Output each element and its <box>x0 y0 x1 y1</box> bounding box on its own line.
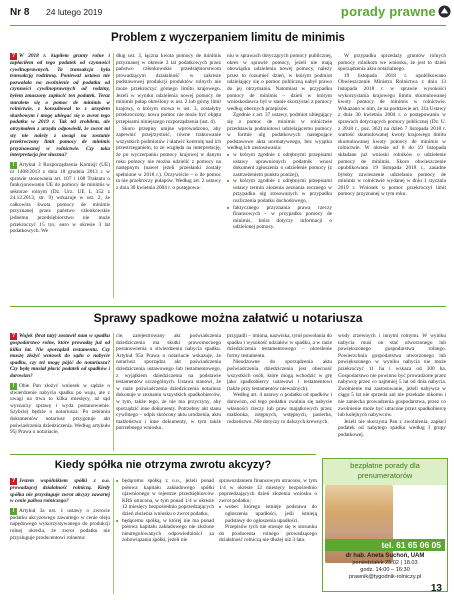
issue-number: Nr 8 <box>10 7 30 18</box>
article2-column-3 <box>227 333 332 451</box>
list-item: ■ będącemu spółką, w której nie ma ponad połowa kapitału zakładowego nie złożone nieuregulowanych odpowiedniości za zobowiązania spółki, jeżeli nie <box>122 518 214 544</box>
page-header <box>0 0 454 26</box>
promo-details <box>323 553 447 581</box>
list-item: ■ w którym zgodnie z odrębnymi przepisami ustawy uprawnionych podatnik wnosi dokument zgłoszenia o udzielenie pomocy (z zastrzeżeniem punktu poniżej), <box>233 152 332 178</box>
article1-answer-start: ! Artykuł 3 Rozporządzenia Komisji (UE) nr 1408/2013 z dnia 18 grudnia 2013 r. w sprawie stosowania art. 107 i 108 Traktatu o funkcjonowaniu UE do pomocy de minimis w sektorze rolnym (Dz. Urz. UE L 352 z 24.12.2013, str. 9) wskazuje w ust. 2, że całkowita kwota pomocy de minimis przyznanej przez państwo członkowskie jednemu przedsiębiorstwu nie może przekroczyć 15 tys. euro w okresie 3 lat podatkowych. We <box>10 161 110 235</box>
article2-column-2 <box>116 333 221 451</box>
advice-time: godz. 14:00 – 16:30 <box>360 567 410 573</box>
article1-column-3 <box>227 53 332 298</box>
section-rule <box>10 454 316 455</box>
paragraph: wody zrzewnych i innymi rolnymi. W wyniku nabycia musi on stać utworzonego lub powiększonego gospodarstwa rolnego. Powierzchnia gospodarstwa utworzonego lub powiększonego w wyniku nabycia nie może przekroczyć 11 ha i wskaza od 300 ha. Gospodarstwo nie powinno być prowadzone przez nabywcę przez co najmniej 5 lat od dnia nabycia. Zwolnienie ma zastosowanie, jeżeli nabywca w ciągu 5 lat nie sprzeda ani nie przekaże nikomu i nie zaniecha prowadzenia gospodarstwa, przez co zwolnienie może być utracone przez spadkobiercę lub kolejnych nabywców. <box>338 333 446 419</box>
section-brand: porady prawne <box>340 4 436 19</box>
article1-question: ? W 2018 r. kupiłem grunty rolne i zapłaciłem od tego podatek od czynności cywilnoprawnych. Ta transakcja była transakcją rodzinną. Ponieważ ustawa nie pozwalała na zwolnienie od podatku od czynności cywilnoprawnych od rodziny, byłem zmuszony zapłacić ten podatek. Teraz starałem się o pomoc de minimis w rolnictwie, z konsultował to z urzędem skarbowym i mogę ubiegać się o zwrot tego podatku w 2019 r. Tak też zrobiłem, ale otrzymałem z urzędu odpowiedź, że zwrot mi się nie należy z uwagi na zostanie przekroczony limit pomocy de minimis przyznawanej w rolnictwie. Czy taka interpretacja jest słuszna? <box>10 53 110 159</box>
question-mark-icon: ? <box>11 478 16 484</box>
article3-column-3 <box>219 478 317 594</box>
list-item: ■ będącemu spółką z o.o., jeżeli ponad połowa kapitału zakładowego spółki ujawnionego w rejestrze przedsiębiorców KRS utracona, w tym ponad 1/4 w okresie 12 miesięcy bezpośrednio poprzedzających dzień złożenia wniosku o zwrot podatku, <box>122 478 214 518</box>
promo-heading: bezpłatne porady dla prenumeratorów <box>323 459 447 485</box>
paragraph: dług ust. 3, łączna kwota pomocy de minimis przyznanej w okresie 3 lat podatkowych przez państwo członkowskie przedsiębiorstwom prowadzącym działalność w zakresie podstawowej produkcji produktów rolnych nie może przekroczyć górnego limitu krajowego. Jeżeli w wyniku udzielenia nowej pomocy de minimis pułap określony w ust. 2 lub górny limit krajowy, o którym mowa w ust. 3, zostałyby przekroczony, nowa pomoc nie może być objęta przepisami niniejszego rozporządzenia (ust. 4). <box>116 53 221 125</box>
paragraph: Przepisów tych nie stosuje się w stosunku do producenta rolnego prowadzącego działalność rolniczą nie dłużej niż 3 lata. <box>219 524 317 544</box>
article2-title: Sprawy spadkowe można załatwić u notariusza <box>93 311 363 325</box>
answer-mark-icon: ! <box>10 383 17 390</box>
article1-column-2 <box>116 53 221 298</box>
paragraph: 19 listopada 2018 r. opublikowano Obwieszczenie Ministra Rolnictwa z dnia 13 listopada 2018 r. w sprawie wysokości wykorzystania krajowego limitu skumulowanej kwoty pomocy de minimis w rolnictwie. Wskazano w nim, że na podstawie art. 31a Ustawy z dnia 30 kwietnia 2004 r. o postępowaniu w sprawach dotyczących pomocy publicznej (Dz. U. z 2018 r., poz. 362) na dzień 7 listopada 2018 r. wartość skumulowanej kwoty krajowego limitu skumulowanej kwoty pomocy de minimis w rolnictwie. W okresie od 8 do 19 listopada składane już wnioski rolników o udzielenie pomocy de minimis. Skoro obwieszczenie opublikowano 19 listopada 2018 r., zasadne byłoby zawieszenie udzielania pomocy de minimis w rolnictwie wydanej w dniu 1 stycznia 2019 r. Wniosek o pomoc przekroczył limit pomocy przyznanej w tym roku. <box>338 72 446 198</box>
paragraph: Zgodnie z art. 37 ustawy, podmiot ubiegający się o pomoc de minimis w rolnictwie przedstawia podmiotowi udzielającemu pomocy w formie ulg podatkowych następujące podstawowe akta normatywnego, bez wyjątku według ich zastosowania: <box>227 112 332 152</box>
column-divider <box>113 53 114 298</box>
article2-question: ? Wujek (brat taty) zostawił nam w spadku gospodarstwo rolne, które prowadzę już od kilku lat. Nie sporządził testamentu. Czy muszę złożyć wniosek do sądu o nabycie spadku, czy też mogę pójść do notariusza? Czy będę musiał płacić podatek od spadków i darowizn? <box>10 333 110 379</box>
paragraph: Skoro przepisy unijne wprowadzono, aby zapewnić przejrzystość, równe traktowanie wszystkich podmiotów i ułatwić kontrolę nad ich przestrzeganiem, to ze względu na interpretację, że po wyczerpaniu pomocy krajowej w danym roku pomocy nie można udzielić z pomocy na następnym (nawet jeżeli przesłanki zostały spełnione w 2018 r.). Oczywiście – o ile pomoc ta nie przekroczy pułapów. Według art. 2 ustawy z dnia 30 kwietnia 2004 r. o postępowa- <box>116 125 221 191</box>
page-number: 13 <box>430 583 442 594</box>
paragraph: W przypadku sprzedaży gruntów rolnych pomocy rolnikom we wniosku, że jest to dzień sporządzenia aktu notarialnego. <box>338 53 446 73</box>
article1-column-1 <box>10 53 110 298</box>
column-divider <box>113 478 114 594</box>
bullet-list <box>116 478 214 544</box>
promo-email[interactable]: prawnik@tygodnik-rolniczy.pl <box>348 574 422 580</box>
answer-mark-icon: ! <box>10 162 17 169</box>
question-mark-icon: ? <box>11 333 16 339</box>
free-advice-box <box>322 458 448 592</box>
issue-date: 24 lutego 2019 <box>46 7 103 17</box>
advisor-name: dr hab. Aneta Suchoń, UAM <box>345 553 425 559</box>
bullet-list <box>227 152 332 231</box>
paragraph: przypadli – imiona, nazwiska, tytuł powołania do spadku i wysokość udziałów w spadku, a w razie dziedziczenia testamentowego – określenie formy testamentu. <box>227 333 332 359</box>
advisor-photo <box>325 485 393 563</box>
article3-answer-start: ! Artykuł 3a ust. 1 ustawy o zwrocie podatku akcyzowego zawartego w cenie oleju napędowego wykorzystywanego do produkcji rolnej określa, że zwrot podatku nie przysługuje producentowi rolnemu: <box>10 507 110 541</box>
article1-column-4 <box>338 53 446 298</box>
article2-column-4 <box>338 333 446 451</box>
article2-column-1 <box>10 333 110 451</box>
article3-title: Kiedy spółka nie otrzyma zwrotu akcyzy? <box>54 459 272 471</box>
question-mark-icon: ? <box>11 53 16 59</box>
paragraph: Nieodzowne do sporządzenia aktu poświadczenia dziedziczenia jest obecność wszystkich osób, które mogą wchodzić w grę jako spadkobiercy ustawowi i testamentowi (także przy testamentów nieważnych). <box>227 359 332 392</box>
paragraph: cie, zarejestrowany akt poświadczenia dziedziczenia ma skutki prawomocnego postanowienia o stwierdzeniu nabycia spadku. Artykuł 95a Prawa o notariacie wskazuje, że notariusz sporządza akt poświadczenia dziedziczenia ustawowego lub testamentowego, z wyjątkiem dziedziczenia na podstawie testamentów szczególnych. Ustawa stanowi, że w razie poświadczenia dziedziczenia notariusz dokonuje w zeznaniu wszystkich spadkobierców, w tym, także tego, że nie ma przyczyny, aby sporządzić inne dokumenty. Potrzebny akt stanu cywilnego – odpis skrócony aktu urodzenia, aktu małżeństwa i inne dokumenty, w tym także potrzebnego wniosku. <box>116 333 221 432</box>
paragraph: niu w sprawach dotyczących pomocy publicznej, okres w sprawie pomocy, jeżeli nie mają obowiązku udzielenia nowej pomocy, należy przez to rozumieć dzień, w którym podmiot udzielający się o pomoc publiczną nabył prawo do jej otrzymania. Natomiast w przypadku pomocy de minimis – dzień w którym wnioskodawca był w stanie skorzystać z pomocy według obecnych przepisów. <box>227 53 332 112</box>
answer-mark-icon: ! <box>10 508 17 515</box>
paragraph: sprawozdaniem finansowym utracono, w tym 1/4 w okresie 12 miesięcy bezpośrednio poprzedzających dzień złożenia wniosku o zwrot podatku; <box>219 478 317 504</box>
article3-column-1 <box>10 478 110 594</box>
article3-column-2 <box>116 478 214 594</box>
bullet-list <box>219 504 317 524</box>
column-divider <box>113 333 114 451</box>
header-rule <box>10 25 446 26</box>
article1-title: Problem z wyczerpaniem limitu de minimis <box>111 32 345 44</box>
brand-logo-icon <box>438 5 451 18</box>
paragraph: Jeżeli nie skorzysta Pan z zwolnienia, zapłaci podatek od nabytego spadku według I grupy podatkowej. <box>338 418 446 438</box>
promo-phone[interactable]: tel. 61 65 06 05 <box>325 539 445 551</box>
article3-question: ? Jestem wspólnikiem spółki z o.o. prowadzącej działalność rolniczą. Kiedy spółka nie przysługuje zwrot akcyzy zawartej w cenie paliwa rolniczego? <box>10 478 110 505</box>
list-item: ■ wobec którego istnieje podstawa do ogłoszenia upadłości, jeśli istnieją podstawy do ogłoszenia upadłości. <box>225 504 317 524</box>
list-item: ■ faktycznego przyznania prawa rzeczy finansowych – w przypadku pomocy de minimis, która dotyczy informacji o udzielonej pomocy. <box>233 205 332 231</box>
advice-dates: poniedziałek 25.02 | 18.03 <box>352 560 418 566</box>
section-rule <box>10 306 446 307</box>
paragraph: Według art. 4 ustawy o podatku od spadków i darowizn, od tego podatku zwalnia się nabycie własności rzeczy lub praw majątkowych przez małżonka, zstępnych, wstępnych, pasierba, rodzeństwo. Nie dotyczy to dalszych krewnych. <box>227 392 332 425</box>
article2-answer-start: ! Obie Pan złożyć wniosek w sądzie o stwierdzenie nabycia spadku po wuju, ale z uwagi na trwa to kilka miesięcy, aż sąd wyznaczy sprawę i wyda postanowienie. Szybciej będzie u notariusza. Po zebraniu dokumentów notariusz przygotuje akt poświadczenia dziedziczenia. Według artykułu 95j Prawa o notariacie, <box>10 382 110 436</box>
list-item: ■ w którym zgodnie z odrębnymi przepisami ustawy termin złożenia zeznania rocznego w przypadku ulg stosowanych w przypadku rozliczenia podatku dochodowego, <box>233 178 332 204</box>
